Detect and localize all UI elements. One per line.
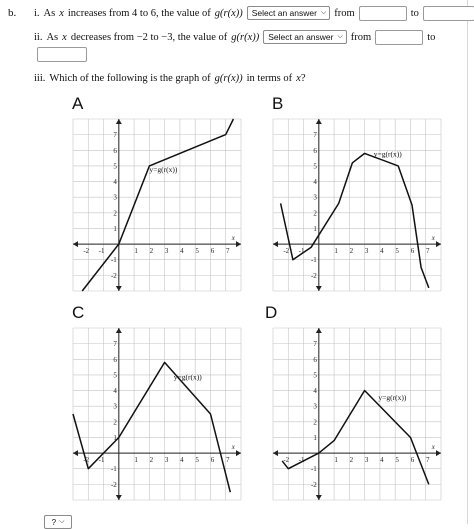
graph-d[interactable]: [267, 322, 447, 506]
y-axis-arrow: [316, 119, 322, 124]
y-tick-label: 5: [113, 371, 117, 380]
x-tick-label: -2: [83, 247, 90, 256]
y-tick-label: 7: [313, 131, 317, 140]
y-axis-arrow: [316, 286, 322, 291]
question-i: i. As x increases from 4 to 6, the value of g(r(x)) Select an answer ⌵ from to: [34, 5, 474, 21]
x-tick-label: 5: [395, 247, 399, 256]
graph-letter-d: D: [265, 303, 278, 322]
x-axis-label: x: [431, 234, 435, 243]
x-axis-arrow: [273, 241, 278, 247]
graph-a[interactable]: [67, 113, 247, 297]
x-tick-label: 4: [380, 247, 384, 256]
page-divider: [467, 0, 468, 524]
y-tick-label: 3: [313, 193, 317, 202]
x-tick-label: 2: [349, 456, 354, 465]
x-tick-label: 3: [364, 456, 369, 465]
x-tick-label: 6: [210, 456, 215, 465]
question-ii: ii. As x decreases from −2 to −3, the value of g(r(x)) Select an answer ⌵ from to: [34, 31, 436, 43]
y-tick-label: 6: [113, 146, 117, 155]
part-label: b.: [8, 7, 17, 19]
chevron-down-icon: ⌵: [59, 518, 65, 525]
graph-b[interactable]: [267, 113, 447, 297]
graph-letter-c: C: [72, 303, 85, 322]
y-axis-arrow: [316, 495, 322, 500]
y-tick-label: 5: [313, 162, 317, 171]
y-tick-label: -2: [310, 271, 317, 280]
curve-label: y=g(r(x)): [378, 392, 407, 402]
y-tick-label: 7: [113, 131, 117, 140]
x-tick-label: -1: [98, 456, 105, 465]
x-axis-arrow: [236, 241, 241, 247]
question-number: i.: [34, 7, 40, 19]
y-tick-label: 3: [113, 402, 117, 411]
y-axis-arrow: [116, 495, 122, 500]
y-tick-label: 1: [113, 433, 117, 442]
y-axis-arrow: [116, 286, 122, 291]
y-tick-label: 2: [113, 209, 117, 218]
x-tick-label: -2: [83, 456, 90, 465]
x-tick-label: 3: [164, 247, 169, 256]
y-tick-label: 3: [313, 402, 317, 411]
y-tick-label: -1: [310, 465, 317, 474]
x-axis-arrow: [236, 450, 241, 456]
to-input-ii[interactable]: [37, 47, 87, 62]
x-axis-arrow: [436, 241, 441, 247]
y-tick-label: 1: [313, 433, 317, 442]
x-axis-arrow: [73, 450, 78, 456]
question-number: ii.: [34, 31, 43, 43]
x-tick-label: 7: [225, 456, 230, 465]
x-tick-label: 1: [134, 456, 138, 465]
x-tick-label: 7: [425, 456, 430, 465]
x-tick-label: -1: [98, 247, 105, 256]
y-tick-label: 7: [313, 340, 317, 349]
x-tick-label: 1: [334, 456, 338, 465]
chevron-down-icon: ⌵: [320, 9, 327, 16]
y-tick-label: 4: [113, 178, 117, 187]
y-tick-label: -1: [110, 465, 117, 474]
question-iii: iii. Which of the following is the graph of g(r(x)) in terms of x ?: [34, 72, 306, 84]
x-tick-label: -1: [298, 247, 305, 256]
graph-curve: [281, 153, 429, 288]
y-tick-label: 4: [313, 178, 317, 187]
x-tick-label: 4: [180, 456, 184, 465]
x-axis-arrow: [73, 241, 78, 247]
chevron-down-icon: ⌵: [337, 33, 343, 40]
x-tick-label: 6: [410, 247, 415, 256]
x-tick-label: 6: [410, 456, 415, 465]
y-tick-label: 6: [313, 146, 317, 155]
y-tick-label: 2: [313, 209, 317, 218]
curve-label: y=g(r(x)): [173, 372, 202, 382]
graph-answer-select[interactable]: ? ⌵: [44, 515, 72, 529]
to-input-i[interactable]: [423, 6, 474, 21]
curve-label: y=g(r(x)): [373, 149, 402, 159]
x-tick-label: 7: [225, 247, 230, 256]
y-tick-label: 6: [313, 355, 317, 364]
x-axis-label: x: [231, 234, 235, 243]
x-tick-label: 1: [334, 247, 338, 256]
curve-label: y=g(r(x)): [149, 165, 178, 175]
y-tick-label: 4: [313, 387, 317, 396]
x-tick-label: 3: [164, 456, 169, 465]
x-tick-label: 4: [380, 456, 384, 465]
x-axis-arrow: [436, 450, 441, 456]
question-number: iii.: [34, 72, 46, 84]
graph-c[interactable]: [67, 322, 247, 506]
x-tick-label: -2: [283, 456, 290, 465]
x-tick-label: 1: [134, 247, 138, 256]
graph-letter-a: A: [72, 94, 84, 113]
y-tick-label: -1: [310, 256, 317, 265]
y-tick-label: 5: [113, 162, 117, 171]
x-axis-label: x: [231, 443, 235, 452]
y-tick-label: -1: [110, 256, 117, 265]
y-tick-label: 1: [113, 224, 117, 233]
y-tick-label: 6: [113, 355, 117, 364]
y-tick-label: 3: [113, 193, 117, 202]
x-tick-label: -1: [298, 456, 305, 465]
y-tick-label: -2: [110, 271, 117, 280]
y-tick-label: 2: [313, 418, 317, 427]
x-tick-label: 3: [364, 247, 369, 256]
y-tick-label: 1: [313, 224, 317, 233]
y-tick-label: 7: [113, 340, 117, 349]
x-tick-label: 6: [210, 247, 215, 256]
y-tick-label: 2: [113, 418, 117, 427]
x-tick-label: 5: [395, 456, 399, 465]
x-tick-label: 5: [195, 456, 199, 465]
y-tick-label: 5: [313, 371, 317, 380]
graph-letter-b: B: [272, 94, 284, 113]
y-tick-label: -2: [310, 480, 317, 489]
y-axis-arrow: [116, 328, 122, 333]
x-axis-arrow: [273, 450, 278, 456]
y-tick-label: -2: [110, 480, 117, 489]
answer-select-i[interactable]: Select an answer ⌵: [247, 6, 331, 20]
graph-curve: [73, 362, 230, 492]
x-tick-label: 2: [149, 247, 154, 256]
answer-select-ii[interactable]: Select an answer ⌵: [263, 30, 347, 44]
x-tick-label: 2: [149, 456, 154, 465]
x-tick-label: 4: [180, 247, 184, 256]
x-tick-label: 2: [349, 247, 354, 256]
x-axis-label: x: [431, 443, 435, 452]
x-tick-label: -2: [283, 247, 290, 256]
x-tick-label: 7: [425, 247, 430, 256]
x-tick-label: 5: [195, 247, 199, 256]
y-tick-label: 4: [113, 387, 117, 396]
y-axis-arrow: [316, 328, 322, 333]
from-input-ii[interactable]: [375, 30, 423, 45]
y-axis-arrow: [116, 119, 122, 124]
from-input-i[interactable]: [359, 6, 407, 21]
